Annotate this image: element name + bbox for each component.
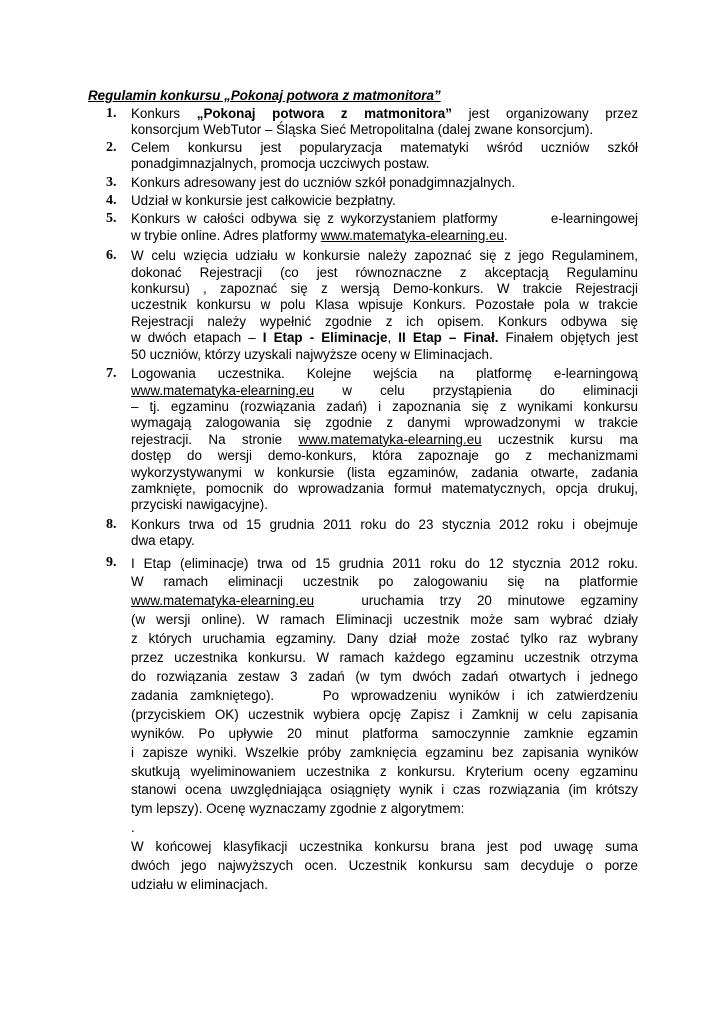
item-line: – tj. egzaminu (rozwiązania zadań) i zapoznania się z wynikami konkursu [131,398,638,414]
text-run: , [387,330,399,346]
text-run: jest organizowany przez [451,106,639,121]
item-line: dokonać Rejestracji (co jest równoznaczne z akceptacją Regulaminu [131,264,638,280]
text-run: Finałem objętych jest [498,330,638,346]
platform-link[interactable]: www.matematyka-elearning.eu [131,593,315,609]
stage-two-label: II Etap – Finał. [398,330,499,346]
item-number: 9. [106,554,117,570]
contest-name: „Pokonaj potwora z matmonitora” [196,106,452,121]
item-line: Konkurs adresowany jest do uczniów szkół ponadgimnazjalnych. [131,174,516,190]
list-item-2 [88,140,638,173]
item-line: do rozwiązania zestaw 3 zadań (w tym dwóch zadań otwartych i jednego [131,669,638,684]
item-line: konsorcjum WebTutor – Śląska Sieć Metropolitalna (dalej zwane konsorcjum). [131,122,594,138]
item-line: stanowi ocena uwzględniająca osiągnięty wynik i czas rozwiązania (im krótszy [131,782,638,798]
item-number: 3. [106,174,117,190]
list-item-1 [88,106,638,139]
text-run: w dwóch etapach – [131,330,263,346]
list-item-6 [88,248,638,363]
item-line: tym lepszy). Ocenę wyznaczamy zgodnie z algorytmem: [131,801,465,817]
text-run: rejestracji. Na stronie [131,431,299,447]
item-line: Rejestracji należy wypełnić zgodnie z ich opisem. Konkurs odbywa się [131,313,638,329]
item-line: Celem konkursu jest popularyzacja matematyki wśród uczniów szkół [131,139,638,155]
item-line [131,592,638,611]
item-line: dwa etapy. [131,533,195,549]
platform-link[interactable]: www.matematyka-elearning.eu [298,431,482,447]
item-line [131,383,638,399]
item-line: Konkurs w całości odbywa się z wykorzystaniem platformy e-learningowej [131,211,638,227]
item-line: I Etap (eliminacje) trwa od 15 grudnia 2011 roku do 12 stycznia 2012 roku. [131,555,638,571]
item-line: 50 uczniów, którzy uzyskali najwyższe oceny w Eliminacjach. [131,346,493,362]
item-line: skutkują wyeliminowaniem uczestnika z konkursu. Kryterium oceny egzaminu [131,763,638,779]
item-line [131,432,638,448]
item-number: 1. [106,106,117,121]
item-number: 7. [106,366,117,382]
item-line: zamknięte, pomocnik do wprowadzania formuł matematycznych, opcja drukuj, [131,480,638,496]
platform-link[interactable]: www.matematyka-elearning.eu [320,227,504,243]
text-run: w celu przystąpienia do eliminacji [314,382,638,398]
item-line [131,106,638,122]
regulations-list [88,106,638,895]
item-number: 8. [106,516,117,532]
item-line: (w wersji online). W ramach Eliminacji uczestnik może sam wybrać działy [131,612,638,628]
item-line: wymagają zalogowania się zgodnie z danymi wprowadzonymi w trakcie [131,415,638,431]
item-line: W końcowej klasyfikacji uczestnika konkursu brana jest pod uwagę suma [131,839,638,855]
list-item-8 [88,517,638,550]
item-line: W celu wzięcia udziału w konkursie należy zapoznać się z jego Regulaminem, [131,248,638,264]
item-line [131,330,638,346]
item-number: 6. [106,248,117,264]
item-line: W ramach eliminacji uczestnik po zalogowaniu się na platformie [131,574,638,590]
item-number: 4. [106,193,117,209]
item-line: wykorzystywanymi w konkursie (lista egzaminów, zadania otwarte, zadania [131,464,638,480]
text-run: uczestnik kursu ma [481,431,638,447]
item-line: . [131,820,135,836]
text-run: Konkurs [131,106,197,121]
list-item-3 [88,175,638,191]
item-line: (przyciskiem OK) uczestnik wybiera opcję Zapisz i Zamknij w celu zapisania [131,706,638,722]
item-line: Konkurs trwa od 15 grudnia 2011 roku do 23 stycznia 2012 roku i obejmuje [131,516,638,532]
item-line: Udział w konkursie jest całkowicie bezpłatny. [131,193,396,209]
document-title: Regulamin konkursu „Pokonaj potwora z matmonitora” [88,88,441,103]
item-line: wyników. Po upływie 20 minut platforma samoczynnie zamknie egzamin [131,725,638,741]
platform-link[interactable]: www.matematyka-elearning.eu [131,382,315,398]
list-item-9 [88,555,638,895]
text-run: uruchamia trzy 20 minutowe egzaminy [314,593,638,609]
item-number: 2. [106,139,117,155]
item-line: konkursu) , zapoznać się z wersją Demo-konkurs. W trakcie Rejestracji [131,281,638,297]
text-run: w trybie online. Adres platformy [131,227,321,243]
item-line: dostęp do wersji demo-konkurs, która zapoznaje go z mechanizmami [131,448,638,464]
list-item-7 [88,366,638,514]
item-line: ponadgimnazjalnych, promocja uczciwych postaw. [131,156,430,172]
item-line: przyciski nawigacyjne). [131,497,268,513]
item-line: uczestnik konkursu w polu Klasa wpisuje Konkurs. Pozostałe pola w trakcie [131,297,638,313]
list-item-5 [88,211,638,244]
item-line: Logowania uczestnika. Kolejne wejścia na platformę e-learningową [131,366,638,382]
item-line: i zapisze wyniki. Wszelkie próby zamknięcia egzaminu bez zapisania wyników [131,744,638,760]
stage-one-label: I Etap - Eliminacje [262,330,388,346]
list-item-4 [88,193,638,209]
item-line: udziału w eliminacjach. [131,876,268,892]
item-number: 5. [106,211,117,227]
item-line: z których uruchamia egzaminy. Dany dział może zostać tylko raz wybrany [131,631,638,647]
item-line: przez uczestnika konkursu. W ramach każdego egzaminu uczestnik otrzyma [131,650,638,666]
item-line: dwóch jego najwyższych ocen. Uczestnik konkursu sam decyduje o porze [131,858,638,874]
item-line: zadania zamkniętego). Po wprowadzeniu wyników i ich zatwierdzeniu [131,687,638,703]
text-run: . [503,227,508,243]
item-line [131,228,638,244]
